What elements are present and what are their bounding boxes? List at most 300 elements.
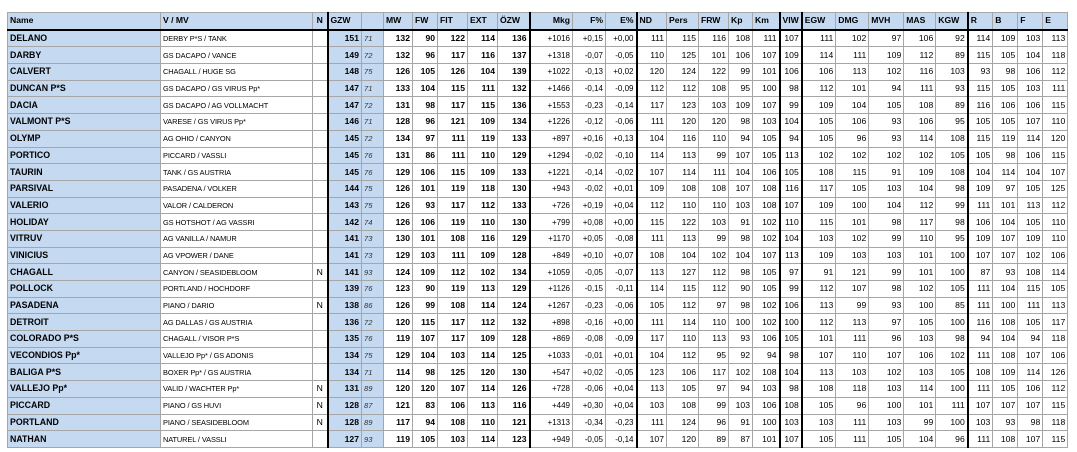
cell-fw: 105 [413, 64, 438, 81]
cell-ozw: 136 [498, 97, 530, 114]
cell-kp: 104 [729, 164, 753, 181]
cell-mas: 101 [904, 397, 936, 414]
cell-nd: 117 [637, 97, 667, 114]
cell-ozw: 129 [498, 230, 530, 247]
cell-fw: 107 [413, 331, 438, 348]
cell-e: 113 [1043, 30, 1068, 47]
table-row[interactable] [8, 414, 1068, 431]
cell-pers: 124 [667, 414, 699, 431]
cell-fpct: +0,05 [573, 230, 606, 247]
cell-b: 97 [993, 180, 1018, 197]
cell-pers: 108 [667, 397, 699, 414]
cell-epct: -0,06 [606, 114, 637, 131]
cell-e: 115 [1043, 147, 1068, 164]
cell-pers: 120 [667, 431, 699, 448]
cell-nd: 114 [637, 281, 667, 298]
cell-epct: -0,10 [606, 147, 637, 164]
table-row[interactable] [8, 214, 1068, 231]
cell-epct: -0,08 [606, 230, 637, 247]
cell-dmg: 113 [836, 314, 869, 331]
cell-mvh: 99 [869, 264, 904, 281]
cell-b: 93 [993, 264, 1018, 281]
cell-dmg: 101 [836, 80, 869, 97]
cell-nd: 120 [637, 64, 667, 81]
cell-egw: 112 [802, 80, 836, 97]
column-header-mw[interactable]: MW [384, 13, 413, 30]
cell-pers: 113 [667, 230, 699, 247]
cell-n [313, 247, 328, 264]
cell-fpct: -0,07 [573, 47, 606, 64]
cell-viw: 104 [780, 114, 802, 131]
cell-viw: 99 [780, 281, 802, 298]
cell-e: 115 [1043, 97, 1068, 114]
cell-n [313, 331, 328, 348]
table-row[interactable] [8, 264, 1068, 281]
cell-f: 107 [1018, 397, 1043, 414]
cell-e: 110 [1043, 214, 1068, 231]
cell-r: 111 [968, 347, 993, 364]
cell-f: 106 [1018, 97, 1043, 114]
cell-f: 108 [1018, 264, 1043, 281]
table-row[interactable] [8, 197, 1068, 214]
cell-fw: 90 [413, 30, 438, 47]
cell-frw: 102 [699, 247, 729, 264]
cell-ext: 114 [468, 381, 498, 398]
cell-fit: 108 [438, 414, 468, 431]
cell-ext: 119 [468, 130, 498, 147]
cell-gzw: 136 [328, 314, 362, 331]
cell-pers: 108 [667, 180, 699, 197]
cell-km: 108 [753, 364, 780, 381]
cell-gzw: 128 [328, 414, 362, 431]
cell-epct: +0,04 [606, 381, 637, 398]
cell-r: 105 [968, 114, 993, 131]
cell-mvh: 98 [869, 214, 904, 231]
cell-e: 118 [1043, 414, 1068, 431]
cell-dmg: 118 [836, 381, 869, 398]
cell-egw: 109 [802, 197, 836, 214]
cell-pers: 127 [667, 264, 699, 281]
column-header-km[interactable]: Km [753, 13, 780, 30]
table-row[interactable] [8, 180, 1068, 197]
cell-fit: 117 [438, 47, 468, 64]
cell-kgw: 98 [936, 180, 968, 197]
cell-epct: -0,05 [606, 47, 637, 64]
cell-e: 114 [1043, 264, 1068, 281]
cell-fw: 96 [413, 114, 438, 131]
cell-gzw: 146 [328, 114, 362, 131]
cell-kp: 92 [729, 347, 753, 364]
cell-rel: 71 [362, 364, 384, 381]
cell-frw: 111 [699, 164, 729, 181]
table-body [8, 30, 1068, 448]
cell-fpct: -0,16 [573, 314, 606, 331]
cell-epct: +0,01 [606, 347, 637, 364]
table-row[interactable] [8, 114, 1068, 131]
cell-epct: +0,04 [606, 197, 637, 214]
table-row[interactable] [8, 80, 1068, 97]
cell-kp: 102 [729, 364, 753, 381]
cell-mkg: +547 [530, 364, 573, 381]
table-row[interactable] [8, 47, 1068, 64]
cell-b: 104 [993, 281, 1018, 298]
cell-rel: 72 [362, 130, 384, 147]
cell-epct: +0,07 [606, 247, 637, 264]
table-row[interactable] [8, 247, 1068, 264]
column-header-dmg[interactable]: DMG [836, 13, 869, 30]
cell-e: 126 [1043, 364, 1068, 381]
cell-viw: 109 [780, 47, 802, 64]
cell-fw: 101 [413, 180, 438, 197]
cell-km: 107 [753, 97, 780, 114]
cell-km: 107 [753, 47, 780, 64]
cell-mvh: 107 [869, 347, 904, 364]
cell-kgw: 105 [936, 147, 968, 164]
cell-nd: 114 [637, 147, 667, 164]
cell-e: 118 [1043, 47, 1068, 64]
column-header-e[interactable]: E [1043, 13, 1068, 30]
cell-kp: 91 [729, 414, 753, 431]
table-row[interactable] [8, 397, 1068, 414]
cell-kp: 107 [729, 147, 753, 164]
cell-mvh: 98 [869, 281, 904, 298]
cell-name: DETROIT [8, 314, 161, 331]
column-header-fit[interactable]: FIT [438, 13, 468, 30]
cell-kgw: 111 [936, 397, 968, 414]
cell-f: 94 [1018, 331, 1043, 348]
cell-name: POLLOCK [8, 281, 161, 298]
cell-name: PASADENA [8, 297, 161, 314]
cell-name: VITRUV [8, 230, 161, 247]
cell-mvh: 93 [869, 297, 904, 314]
cell-epct: -0,23 [606, 414, 637, 431]
column-header-rel[interactable] [362, 13, 384, 30]
cell-ext: 114 [468, 30, 498, 47]
cell-fw: 98 [413, 364, 438, 381]
cell-mas: 109 [904, 164, 936, 181]
cell-f: 106 [1018, 381, 1043, 398]
cell-fit: 117 [438, 331, 468, 348]
cell-gzw: 128 [328, 397, 362, 414]
cell-kp: 108 [729, 30, 753, 47]
table-row[interactable] [8, 64, 1068, 81]
column-header-mvh[interactable]: MVH [869, 13, 904, 30]
cell-egw: 109 [802, 247, 836, 264]
cell-fw: 104 [413, 80, 438, 97]
cell-dmg: 102 [836, 30, 869, 47]
column-header-mas[interactable]: MAS [904, 13, 936, 30]
table-row[interactable] [8, 147, 1068, 164]
cell-frw: 113 [699, 331, 729, 348]
cell-mw: 134 [384, 130, 413, 147]
column-header-frw[interactable]: FRW [699, 13, 729, 30]
cell-egw: 91 [802, 264, 836, 281]
cell-pers: 123 [667, 97, 699, 114]
cell-gzw: 143 [328, 197, 362, 214]
cell-dmg: 101 [836, 214, 869, 231]
cell-ozw: 126 [498, 381, 530, 398]
cell-dmg: 103 [836, 364, 869, 381]
table-row[interactable] [8, 364, 1068, 381]
column-header-kp[interactable]: Kp [729, 13, 753, 30]
cell-ext: 118 [468, 180, 498, 197]
column-header-egw[interactable]: EGW [802, 13, 836, 30]
cell-mas: 99 [904, 414, 936, 431]
cell-mkg: +1059 [530, 264, 573, 281]
cell-name: COLORADO P*S [8, 331, 161, 348]
cell-viw: 116 [780, 180, 802, 197]
cell-rel: 75 [362, 197, 384, 214]
column-header-kgw[interactable]: KGW [936, 13, 968, 30]
cell-pers: 125 [667, 47, 699, 64]
cell-pers: 124 [667, 64, 699, 81]
cell-r: 108 [968, 364, 993, 381]
cell-mvh: 102 [869, 147, 904, 164]
cell-mvh: 102 [869, 64, 904, 81]
cell-fpct: -0,15 [573, 281, 606, 298]
cell-n [313, 164, 328, 181]
column-header-name[interactable]: Name [8, 13, 161, 30]
column-header-fpct[interactable]: F% [573, 13, 606, 30]
cell-fit: 115 [438, 80, 468, 97]
cell-f: 109 [1018, 230, 1043, 247]
cell-e: 118 [1043, 331, 1068, 348]
cell-mkg: +728 [530, 381, 573, 398]
cell-frw: 97 [699, 381, 729, 398]
cell-v-mv: AG OHIO / CANYON [161, 130, 313, 147]
cell-r: 115 [968, 130, 993, 147]
cell-dmg: 121 [836, 264, 869, 281]
cell-f: 114 [1018, 364, 1043, 381]
cell-fw: 99 [413, 297, 438, 314]
cell-b: 105 [993, 47, 1018, 64]
cell-mw: 129 [384, 347, 413, 364]
cell-ozw: 125 [498, 347, 530, 364]
cell-f: 106 [1018, 64, 1043, 81]
cell-ozw: 130 [498, 364, 530, 381]
cell-mas: 100 [904, 297, 936, 314]
cell-b: 107 [993, 397, 1018, 414]
cell-f: 105 [1018, 214, 1043, 231]
cell-n [313, 230, 328, 247]
cell-nd: 107 [637, 164, 667, 181]
cell-egw: 105 [802, 114, 836, 131]
cell-r: 103 [968, 414, 993, 431]
cell-ozw: 136 [498, 30, 530, 47]
cell-b: 109 [993, 30, 1018, 47]
cell-fit: 119 [438, 214, 468, 231]
table-row[interactable] [8, 281, 1068, 298]
cell-gzw: 145 [328, 164, 362, 181]
cell-name: PORTLAND [8, 414, 161, 431]
cell-egw: 103 [802, 414, 836, 431]
cell-mw: 126 [384, 214, 413, 231]
cell-gzw: 145 [328, 147, 362, 164]
cell-n [313, 147, 328, 164]
table-row[interactable] [8, 431, 1068, 448]
cell-ext: 111 [468, 80, 498, 97]
cell-gzw: 149 [328, 47, 362, 64]
cell-name: HOLIDAY [8, 214, 161, 231]
cell-ext: 109 [468, 164, 498, 181]
cell-epct: +0,01 [606, 180, 637, 197]
cell-b: 101 [993, 197, 1018, 214]
cell-v-mv: VALLEJO Pp* / GS ADONIS [161, 347, 313, 364]
cell-ext: 116 [468, 47, 498, 64]
cell-nd: 112 [637, 80, 667, 97]
cell-b: 104 [993, 331, 1018, 348]
column-header-ext[interactable]: EXT [468, 13, 498, 30]
cell-mas: 101 [904, 247, 936, 264]
cell-fw: 103 [413, 247, 438, 264]
cell-mkg: +898 [530, 314, 573, 331]
cell-ext: 114 [468, 347, 498, 364]
cell-ozw: 134 [498, 264, 530, 281]
cell-pers: 110 [667, 331, 699, 348]
column-header-fw[interactable]: FW [413, 13, 438, 30]
cell-name: VALERIO [8, 197, 161, 214]
column-header-gzw[interactable]: GZW [328, 13, 362, 30]
cell-km: 106 [753, 331, 780, 348]
cell-kgw: 108 [936, 164, 968, 181]
cell-n [313, 214, 328, 231]
cell-f: 106 [1018, 147, 1043, 164]
table-row[interactable] [8, 314, 1068, 331]
cell-v-mv: PASADENA / VOLKER [161, 180, 313, 197]
cell-mas: 116 [904, 64, 936, 81]
cell-viw: 98 [780, 80, 802, 97]
cell-pers: 112 [667, 347, 699, 364]
cell-epct: -0,06 [606, 297, 637, 314]
cell-mkg: +849 [530, 247, 573, 264]
table-row[interactable] [8, 30, 1068, 47]
column-header-n[interactable]: N [313, 13, 328, 30]
cell-mw: 119 [384, 431, 413, 448]
cell-name: DELANO [8, 30, 161, 47]
table-row[interactable] [8, 381, 1068, 398]
column-header-pers[interactable]: Pers [667, 13, 699, 30]
cell-name: PICCARD [8, 397, 161, 414]
cell-ext: 113 [468, 281, 498, 298]
cell-frw: 108 [699, 80, 729, 97]
cell-epct: -0,11 [606, 281, 637, 298]
cell-fw: 83 [413, 397, 438, 414]
cell-mw: 120 [384, 314, 413, 331]
cell-mvh: 91 [869, 164, 904, 181]
column-header-f[interactable]: F [1018, 13, 1043, 30]
cell-mkg: +1466 [530, 80, 573, 97]
cell-mw: 114 [384, 364, 413, 381]
cell-fit: 117 [438, 197, 468, 214]
cell-v-mv: PIANO / GS HUVI [161, 397, 313, 414]
cell-fit: 115 [438, 164, 468, 181]
cell-fpct: -0,01 [573, 347, 606, 364]
cell-egw: 112 [802, 314, 836, 331]
column-header-nd[interactable]: ND [637, 13, 667, 30]
cell-frw: 108 [699, 180, 729, 197]
table-row[interactable] [8, 164, 1068, 181]
cell-v-mv: TANK / GS AUSTRIA [161, 164, 313, 181]
table-row[interactable] [8, 130, 1068, 147]
cell-n [313, 30, 328, 47]
cell-r: 111 [968, 297, 993, 314]
cell-km: 106 [753, 397, 780, 414]
cell-mw: 131 [384, 147, 413, 164]
column-header-epct[interactable]: E% [606, 13, 637, 30]
cell-ext: 113 [468, 397, 498, 414]
cell-gzw: 147 [328, 97, 362, 114]
cell-r: 109 [968, 230, 993, 247]
cell-fit: 122 [438, 30, 468, 47]
cell-viw: 104 [780, 230, 802, 247]
table-row[interactable] [8, 297, 1068, 314]
cell-viw: 113 [780, 147, 802, 164]
column-header-b[interactable]: B [993, 13, 1018, 30]
cell-gzw: 141 [328, 264, 362, 281]
cell-egw: 111 [802, 30, 836, 47]
column-header-v-mv[interactable]: V / MV [161, 13, 313, 30]
cell-mvh: 105 [869, 431, 904, 448]
cell-epct: -0,05 [606, 364, 637, 381]
column-header-ozw[interactable]: ÖZW [498, 13, 530, 30]
cell-nd: 111 [637, 30, 667, 47]
column-header-viw[interactable]: VIW [780, 13, 802, 30]
cell-ext: 109 [468, 247, 498, 264]
cell-ext: 104 [468, 64, 498, 81]
cell-mas: 104 [904, 431, 936, 448]
table-row[interactable] [8, 347, 1068, 364]
cell-mw: 124 [384, 264, 413, 281]
cell-name: DARBY [8, 47, 161, 64]
cell-name: CALVERT [8, 64, 161, 81]
table-row[interactable] [8, 331, 1068, 348]
cell-nd: 108 [637, 247, 667, 264]
cell-mas: 117 [904, 214, 936, 231]
cell-dmg: 111 [836, 414, 869, 431]
cell-fpct: -0,08 [573, 331, 606, 348]
cell-r: 105 [968, 147, 993, 164]
cell-fw: 106 [413, 214, 438, 231]
table-row[interactable] [8, 230, 1068, 247]
cell-e: 120 [1043, 130, 1068, 147]
cell-f: 114 [1018, 130, 1043, 147]
cell-epct: -0,14 [606, 97, 637, 114]
column-header-r[interactable]: R [968, 13, 993, 30]
cell-km: 105 [753, 130, 780, 147]
cell-mkg: +1033 [530, 347, 573, 364]
cell-fpct: +0,16 [573, 130, 606, 147]
cell-mkg: +1170 [530, 230, 573, 247]
cell-fit: 111 [438, 247, 468, 264]
cell-fw: 109 [413, 264, 438, 281]
cell-fit: 121 [438, 114, 468, 131]
cell-pers: 105 [667, 381, 699, 398]
cell-r: 111 [968, 281, 993, 298]
cell-mas: 106 [904, 114, 936, 131]
table-row[interactable] [8, 97, 1068, 114]
cell-km: 101 [753, 431, 780, 448]
cell-fw: 86 [413, 147, 438, 164]
cell-b: 104 [993, 214, 1018, 231]
cell-km: 108 [753, 197, 780, 214]
column-header-mkg[interactable]: Mkg [530, 13, 573, 30]
cell-dmg: 115 [836, 164, 869, 181]
cell-n [313, 431, 328, 448]
cell-fit: 117 [438, 314, 468, 331]
cell-nd: 103 [637, 397, 667, 414]
cell-fit: 112 [438, 264, 468, 281]
cell-b: 119 [993, 130, 1018, 147]
